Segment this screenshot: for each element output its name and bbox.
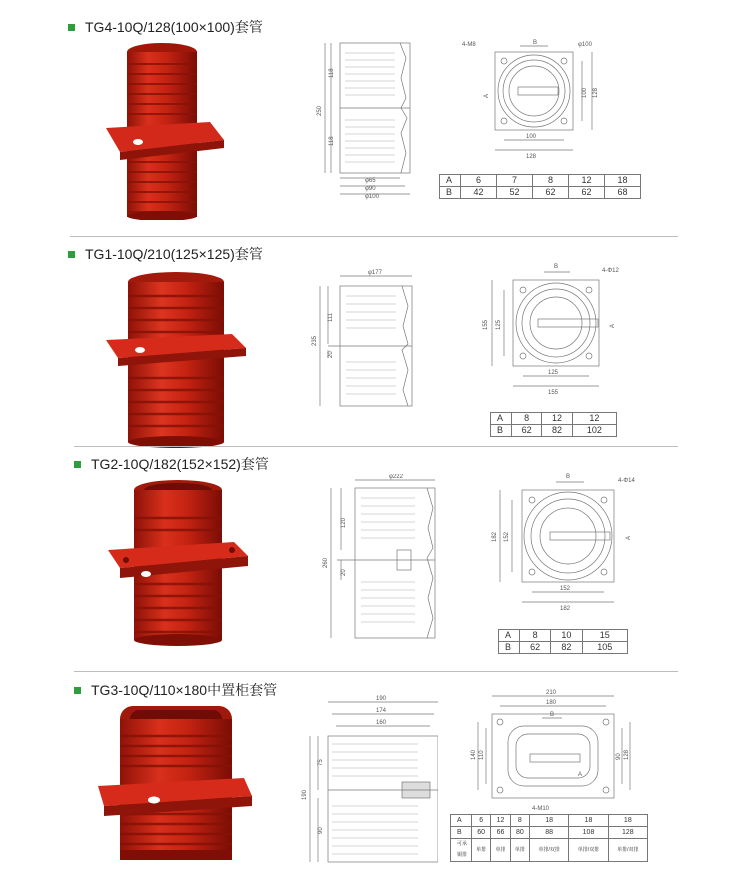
svg-text:A: A	[484, 93, 490, 98]
svg-text:90: 90	[616, 753, 622, 760]
side-view-drawing	[298, 266, 418, 441]
top-view-drawing	[470, 688, 640, 828]
bushing-photo	[98, 40, 238, 220]
side-view-drawing	[305, 474, 445, 654]
svg-text:φ222: φ222	[389, 474, 403, 480]
product-title: TG1-10Q/210(125×125)套管	[68, 244, 263, 264]
svg-text:4-Φ12: 4-Φ12	[602, 268, 619, 274]
svg-text:174: 174	[376, 708, 387, 714]
svg-text:128: 128	[526, 154, 537, 160]
svg-text:210: 210	[546, 690, 557, 696]
svg-text:111: 111	[328, 312, 334, 322]
svg-text:A: A	[610, 323, 616, 328]
svg-text:φ177: φ177	[368, 270, 382, 276]
svg-text:φ65: φ65	[365, 178, 376, 184]
section-divider	[70, 236, 678, 237]
svg-text:155: 155	[483, 319, 489, 330]
svg-text:110: 110	[479, 750, 485, 760]
svg-text:B: B	[550, 712, 555, 718]
svg-text:4-Φ14: 4-Φ14	[618, 478, 635, 484]
svg-text:B: B	[554, 264, 559, 270]
svg-text:20: 20	[341, 569, 347, 576]
spec-table: A 8 12 12 B 62 82 102	[490, 412, 617, 437]
svg-text:100: 100	[526, 134, 537, 140]
svg-text:A: A	[578, 772, 583, 778]
section-divider	[74, 446, 678, 447]
svg-text:118: 118	[329, 136, 335, 146]
product-title: TG3-10Q/110×180中置柜套管	[74, 680, 277, 700]
svg-text:4-M8: 4-M8	[462, 42, 476, 48]
top-view-drawing	[488, 466, 658, 626]
product-section-tg3	[0, 672, 750, 884]
svg-text:120: 120	[341, 517, 347, 528]
product-section-tg4	[0, 0, 750, 238]
svg-text:180: 180	[546, 700, 557, 706]
svg-text:152: 152	[560, 586, 571, 592]
spec-table: A 6 12 8 18 18 18 B 60 66 80 88 108 128 可承铜排 单排 单排 单排 单排/双排 单排/双排 单排/双排	[450, 814, 648, 862]
svg-text:182: 182	[492, 531, 498, 542]
svg-text:100: 100	[582, 87, 588, 98]
svg-text:φ90: φ90	[365, 186, 376, 192]
svg-text:118: 118	[329, 68, 335, 78]
svg-text:190: 190	[376, 696, 387, 702]
svg-text:B: B	[566, 474, 571, 480]
top-view-drawing	[478, 258, 638, 408]
side-view-drawing	[305, 38, 415, 208]
svg-text:B: B	[533, 40, 538, 46]
svg-text:128: 128	[624, 749, 630, 760]
bullet-icon	[68, 24, 75, 31]
bullet-icon	[74, 687, 81, 694]
top-view-drawing	[460, 36, 610, 166]
svg-text:235: 235	[312, 335, 318, 346]
svg-text:155: 155	[548, 390, 559, 396]
svg-text:182: 182	[560, 606, 571, 612]
spec-table: A 8 10 15 B 62 82 105	[498, 629, 628, 654]
svg-text:260: 260	[323, 557, 329, 568]
svg-text:90: 90	[318, 827, 324, 834]
svg-text:152: 152	[504, 531, 510, 542]
svg-text:160: 160	[376, 720, 387, 726]
svg-text:A: A	[626, 535, 632, 540]
svg-text:75: 75	[318, 759, 324, 766]
svg-text:250: 250	[317, 105, 323, 116]
svg-text:125: 125	[496, 319, 502, 330]
svg-text:4-M10: 4-M10	[532, 806, 550, 812]
svg-text:140: 140	[471, 749, 477, 760]
product-section-tg2	[0, 448, 750, 668]
spec-table: A 6 7 8 12 18 B 42 52 62 62 68	[439, 174, 641, 199]
side-view-drawing	[298, 694, 438, 874]
bushing-photo	[100, 270, 270, 450]
svg-text:φ100: φ100	[365, 194, 379, 200]
svg-text:20: 20	[328, 351, 334, 358]
product-title: TG2-10Q/182(152×152)套管	[74, 454, 269, 474]
svg-text:190: 190	[302, 789, 308, 800]
svg-text:128: 128	[593, 87, 599, 98]
svg-text:125: 125	[548, 370, 559, 376]
product-title: TG4-10Q/128(100×100)套管	[68, 17, 263, 37]
bullet-icon	[68, 251, 75, 258]
svg-text:φ100: φ100	[578, 42, 592, 48]
product-section-tg1	[0, 238, 750, 448]
bullet-icon	[74, 461, 81, 468]
bushing-photo	[94, 702, 264, 862]
bushing-photo	[104, 478, 264, 648]
